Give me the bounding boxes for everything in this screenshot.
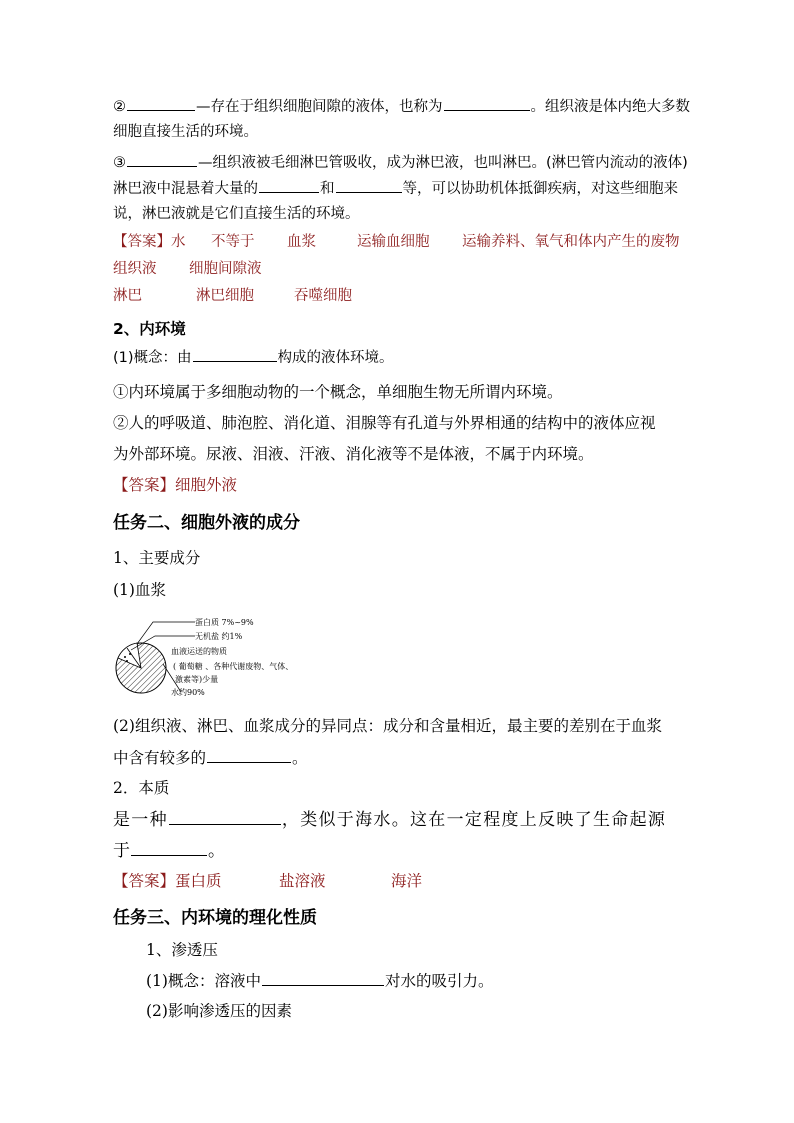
task2-heading: 任务二、细胞外液的成分 xyxy=(113,513,300,533)
text: 。 xyxy=(208,841,225,861)
answer-item: 运输养料、氧气和体内产生的废物 xyxy=(462,234,680,250)
answer-row-2 xyxy=(113,259,262,279)
blank-8 xyxy=(169,809,281,825)
blank-3 xyxy=(127,151,197,167)
circled-number-3: ③ xyxy=(113,155,126,171)
difference-line-b xyxy=(113,747,308,768)
blank-7 xyxy=(207,747,291,763)
main-components: 1、主要成分 xyxy=(113,549,201,567)
plasma-label: (1)血浆 xyxy=(113,581,166,599)
answer-item: 组织液 xyxy=(113,261,157,277)
answer-row-3 xyxy=(113,286,352,306)
label-transport-2: ( 葡萄糖 、各种代谢废物、气体、 xyxy=(173,662,294,671)
osmotic-concept-line xyxy=(146,970,493,991)
label-salt: 无机盐 约1% xyxy=(195,632,243,641)
answer-item: 盐溶液 xyxy=(279,872,326,890)
text: 构成的液体环境。 xyxy=(277,350,394,366)
lymph-line-3 xyxy=(113,204,360,224)
nature-line-b xyxy=(113,840,225,861)
tissue-fluid-line-cont xyxy=(113,122,258,142)
text: 细胞直接生活的环境。 xyxy=(113,124,258,140)
text: (1)概念：由 xyxy=(113,350,192,366)
text: 是一种 xyxy=(113,810,168,830)
section-heading-internal-env: 2、内环境 xyxy=(113,320,186,338)
text: 。组织液是体内绝大多数 xyxy=(530,99,690,115)
answer-label: 【答案】 xyxy=(113,476,176,494)
text: 中含有较多的 xyxy=(113,749,207,767)
concept-line xyxy=(113,346,394,368)
blank-2 xyxy=(444,95,530,111)
text: 淋巴液中混悬着大量的 xyxy=(113,181,258,197)
point-2b: 为外部环境。尿液、泪液、汗液、消化液等不是体液，不属于内环境。 xyxy=(113,445,594,463)
text: —存在于组织细胞间隙的液体，也称为 xyxy=(196,99,443,115)
plasma-composition-figure xyxy=(113,612,323,702)
label-transport: 血液运送的物质 xyxy=(171,647,227,656)
point-2a: ②人的呼吸道、肺泡腔、消化道、泪腺等有孔道与外界相通的结构中的液体应视 xyxy=(113,414,656,432)
text: (1)概念：溶液中 xyxy=(146,972,261,990)
blank-1 xyxy=(127,95,195,111)
blank-4 xyxy=(259,177,319,193)
answer-item: 细胞间隙液 xyxy=(189,261,262,277)
difference-line-a: (2)组织液、淋巴、血浆成分的异同点：成分和含量相近，最主要的差别在于血浆 xyxy=(113,717,662,735)
text: 等，可以协助机体抵御疾病，对这些细胞来 xyxy=(402,181,678,197)
answer-item: 蛋白质 xyxy=(175,872,222,890)
answer-label: 【答案】 xyxy=(113,872,176,890)
answer-row-5 xyxy=(113,871,422,891)
text: ，类似于海水。这在一定程度上反映了生命起源 xyxy=(281,810,667,830)
label-transport-3: 激素等)少量 xyxy=(175,675,219,684)
answer-item: 不等于 xyxy=(211,234,255,250)
answer-item: 淋巴 xyxy=(113,288,142,304)
lymph-line-2 xyxy=(113,177,678,199)
text: —组织液被毛细淋巴管吸收，成为淋巴液，也叫淋巴。(淋巴管内流动的液体) xyxy=(198,155,688,171)
blank-6 xyxy=(193,346,277,362)
tissue-fluid-line xyxy=(113,95,690,117)
label-protein: 蛋白质 7%~9% xyxy=(195,618,254,627)
lymph-line xyxy=(113,151,688,173)
osmotic-factors-line: (2)影响渗透压的因素 xyxy=(146,1002,292,1020)
answer-row-1 xyxy=(113,232,680,252)
nature-heading: 2．本质 xyxy=(113,779,170,797)
blank-10 xyxy=(262,970,384,986)
nature-line-a xyxy=(113,809,666,830)
text: 和 xyxy=(320,181,335,197)
answer-item: 细胞外液 xyxy=(175,476,238,494)
answer-item: 吞噬细胞 xyxy=(294,288,352,304)
blank-5 xyxy=(336,177,402,193)
answer-item: 血浆 xyxy=(287,234,316,250)
answer-row-4 xyxy=(113,475,237,495)
answer-label: 【答案】 xyxy=(113,234,171,250)
text: 说，淋巴液就是它们直接生活的环境。 xyxy=(113,206,360,222)
task3-heading: 任务三、内环境的理化性质 xyxy=(113,908,317,928)
text: 。 xyxy=(292,749,308,767)
answer-item: 海洋 xyxy=(391,872,423,890)
blank-9 xyxy=(131,840,207,856)
point-1: ①内环境属于多细胞动物的一个概念，单细胞生物无所谓内环境。 xyxy=(113,383,563,401)
osmotic-pressure-heading: 1、渗透压 xyxy=(146,941,218,959)
circled-number-2: ② xyxy=(113,99,126,115)
text: 对水的吸引力。 xyxy=(384,972,494,990)
plasma-pie-diagram xyxy=(113,612,323,702)
answer-item: 运输血细胞 xyxy=(357,234,430,250)
text: 于 xyxy=(113,841,130,861)
answer-item: 淋巴细胞 xyxy=(196,288,254,304)
answer-item: 水 xyxy=(171,234,186,250)
label-water: 水约90% xyxy=(171,688,205,697)
